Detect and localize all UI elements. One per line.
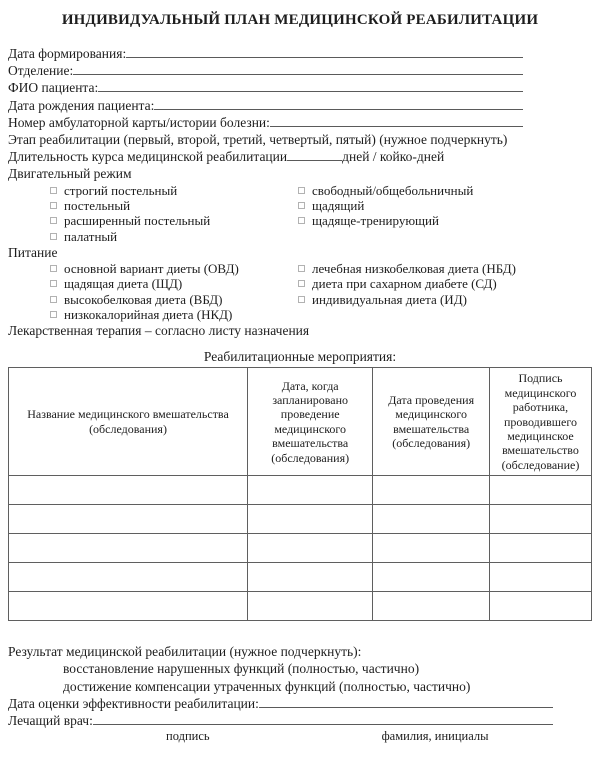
table-row <box>9 592 592 621</box>
field-eval-date-input-line[interactable] <box>259 695 553 708</box>
table-cell[interactable] <box>9 592 248 621</box>
table-cell[interactable] <box>373 592 490 621</box>
page-title: ИНДИВИДУАЛЬНЫЙ ПЛАН МЕДИЦИНСКОЙ РЕАБИЛИТАЦИИ <box>61 12 539 28</box>
table-cell[interactable] <box>248 534 373 563</box>
duration-suffix: дней / койко-дней <box>342 149 445 165</box>
field-date-formed <box>8 45 523 62</box>
checkbox-icon[interactable] <box>50 217 57 224</box>
field-department <box>8 62 523 79</box>
field-patient-name <box>8 79 523 96</box>
name-initials-caption: фамилия, инициалы <box>381 729 489 744</box>
option-strict-bed[interactable]: строгий постельный <box>50 183 298 198</box>
option-diet-id[interactable]: индивидуальная диета (ИД) <box>298 292 592 307</box>
nutrition-left-column <box>8 261 298 322</box>
field-patient-name-label: ФИО пациента: <box>8 80 99 96</box>
field-card-number-label: Номер амбулаторной карты/истории болезни: <box>8 114 270 130</box>
drug-therapy-line: Лекарственная терапия – согласно листу назначения <box>8 323 310 339</box>
option-sparing-training[interactable]: щадяще-тренирующий <box>298 213 592 228</box>
checkbox-icon[interactable] <box>50 202 57 209</box>
field-patient-birthdate-label: Дата рождения пациента: <box>8 97 155 113</box>
field-patient-birthdate-input-line[interactable] <box>154 97 523 110</box>
option-diet-nkd[interactable]: низкокалорийная диета (НКД) <box>50 307 298 322</box>
option-extended-bed[interactable]: расширенный постельный <box>50 213 298 228</box>
signature-caption: подпись <box>166 729 210 744</box>
table-cell[interactable] <box>489 534 591 563</box>
field-patient-birthdate <box>8 97 523 114</box>
nutrition-options <box>8 261 592 322</box>
table-cell[interactable] <box>248 592 373 621</box>
motor-regime-right-column <box>298 183 592 244</box>
table-cell[interactable] <box>248 505 373 534</box>
table-caption: Реабилитационные мероприятия: <box>203 349 397 365</box>
nutrition-heading: Питание <box>8 244 58 260</box>
checkbox-icon[interactable] <box>298 280 305 287</box>
table-cell[interactable] <box>373 534 490 563</box>
table-row <box>9 534 592 563</box>
checkbox-icon[interactable] <box>50 311 57 318</box>
motor-regime-heading: Двигательный режим <box>8 166 132 182</box>
option-diet-shd[interactable]: щадящая диета (ЩД) <box>50 276 298 291</box>
col-header-intervention-name: Название медицинского вмешательства (обследования) <box>9 368 248 476</box>
stage-line: Этап реабилитации (первый, второй, третий, четвертый, пятый) (нужное подчеркнуть) <box>8 132 508 148</box>
checkbox-icon[interactable] <box>298 296 305 303</box>
field-card-number <box>8 114 523 131</box>
option-diet-vbd[interactable]: высокобелковая диета (ВБД) <box>50 292 298 307</box>
field-doctor-input-line[interactable] <box>93 712 553 725</box>
result-option-restoration: восстановление нарушенных функций (полностью, частично) <box>63 661 420 677</box>
table-header-row <box>9 368 592 476</box>
field-date-formed-label: Дата формирования: <box>8 46 127 61</box>
option-free[interactable]: свободный/общебольничный <box>298 183 592 198</box>
field-doctor-label: Лечащий врач: <box>8 713 93 729</box>
duration-input-line[interactable] <box>287 149 342 161</box>
checkbox-icon[interactable] <box>50 296 57 303</box>
table-cell[interactable] <box>373 563 490 592</box>
checkbox-icon[interactable] <box>298 217 305 224</box>
table-cell[interactable] <box>373 476 490 505</box>
checkbox-icon[interactable] <box>50 265 57 272</box>
table-cell[interactable] <box>9 505 248 534</box>
table-cell[interactable] <box>9 534 248 563</box>
option-diet-sd[interactable]: диета при сахарном диабете (СД) <box>298 276 592 291</box>
table-cell[interactable] <box>248 563 373 592</box>
option-sparing[interactable]: щадящий <box>298 198 592 213</box>
field-date-formed-input-line[interactable] <box>126 45 523 58</box>
table-cell[interactable] <box>248 476 373 505</box>
motor-regime-options <box>8 183 592 244</box>
field-department-label: Отделение: <box>8 63 74 79</box>
col-header-actual-date: Дата проведения медицинского вмешательства (обследования) <box>373 368 490 476</box>
checkbox-icon[interactable] <box>298 202 305 209</box>
result-section <box>8 643 592 744</box>
field-patient-name-input-line[interactable] <box>98 79 523 92</box>
table-row <box>9 563 592 592</box>
option-bed[interactable]: постельный <box>50 198 298 213</box>
duration-label: Длительность курса медицинской реабилитации <box>8 149 288 165</box>
field-eval-date <box>8 695 553 712</box>
option-diet-nbd[interactable]: лечебная низкобелковая диета (НБД) <box>298 261 592 276</box>
nutrition-right-column <box>298 261 592 322</box>
table-row <box>9 476 592 505</box>
option-diet-ovd[interactable]: основной вариант диеты (ОВД) <box>50 261 298 276</box>
duration-line <box>8 148 592 165</box>
checkbox-icon[interactable] <box>50 280 57 287</box>
table-row <box>9 505 592 534</box>
table-cell[interactable] <box>9 563 248 592</box>
checkbox-icon[interactable] <box>50 233 57 240</box>
table-cell[interactable] <box>9 476 248 505</box>
table-cell[interactable] <box>489 592 591 621</box>
col-header-planned-date: Дата, когда запланировано проведение медицинского вмешательства (обследования) <box>248 368 373 476</box>
table-cell[interactable] <box>489 505 591 534</box>
field-eval-date-label: Дата оценки эффективности реабилитации: <box>8 695 259 711</box>
option-ward[interactable]: палатный <box>50 229 298 244</box>
result-heading: Результат медицинской реабилитации (нужное подчеркнуть): <box>8 644 362 660</box>
checkbox-icon[interactable] <box>50 187 57 194</box>
table-cell[interactable] <box>489 563 591 592</box>
rehab-measures-table <box>8 367 592 621</box>
table-cell[interactable] <box>373 505 490 534</box>
table-cell[interactable] <box>489 476 591 505</box>
motor-regime-left-column <box>8 183 298 244</box>
field-card-number-input-line[interactable] <box>270 114 523 127</box>
checkbox-icon[interactable] <box>298 187 305 194</box>
result-option-compensation: достижение компенсации утраченных функций (полностью, частично) <box>63 678 471 694</box>
field-doctor <box>8 712 553 729</box>
field-department-input-line[interactable] <box>73 62 523 75</box>
signature-captions <box>8 729 592 744</box>
checkbox-icon[interactable] <box>298 265 305 272</box>
col-header-signature: Подпись медицинского работника, проводившего медицинское вмешательство (обследование) <box>489 368 591 476</box>
